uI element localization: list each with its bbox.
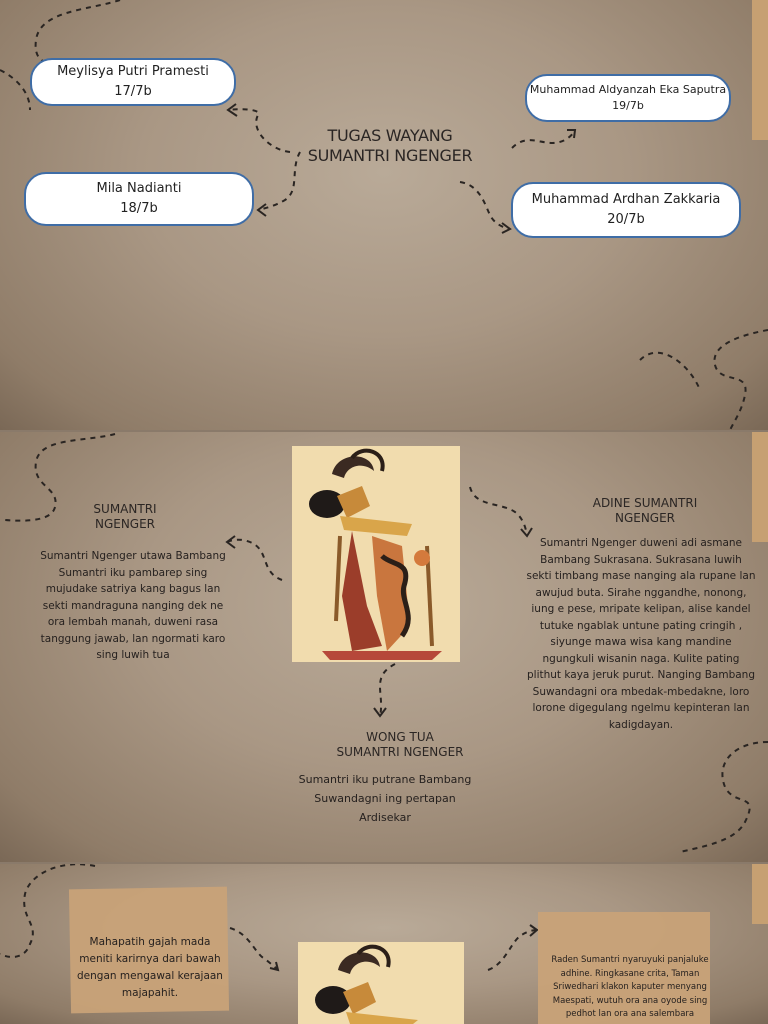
section-heading (320, 730, 480, 760)
title-line-2: SUMANTRI NGENGER (307, 146, 473, 165)
slide-group-members (0, 0, 768, 430)
member-card (511, 182, 741, 238)
member-name: Muhammad Ardhan Zakkaria (531, 192, 721, 207)
heading-line-2: NGENGER (614, 511, 676, 525)
note-text: Raden Sumantri nyaruyuki panjaluke adhine. Ringkasane crita, Taman Sriwedhari klakon kaputer menyang Maespati, wutuh ora ana oyode sing pedhot lan ora ana salembara (551, 955, 709, 1019)
member-card (525, 74, 731, 122)
wayang-puppet-image (292, 446, 460, 662)
member-name: Muhammad Aldyanzah Eka Saputra (529, 83, 727, 96)
decorative-strip (752, 432, 768, 542)
member-id: 19/7b (612, 99, 644, 112)
member-id: 17/7b (114, 84, 152, 99)
section-heading (565, 496, 725, 526)
heading-line-2: SUMANTRI NGENGER (336, 745, 464, 759)
decorative-strip (752, 864, 768, 924)
note-text: Mahapatih gajah mada meniti karirnya dari bawah dengan mengawal kerajaan majapahit. (77, 936, 223, 999)
page-title (300, 126, 480, 166)
section-paragraph: Sumantri iku putrane Bambang Suwandagni ing pertapan Ardisekar (298, 773, 472, 824)
section-heading (70, 502, 180, 532)
slide-story (0, 864, 768, 1024)
slide-sumantri-ngenger (0, 432, 768, 862)
member-name: Mila Nadianti (96, 181, 182, 196)
wayang-puppet-image (298, 942, 464, 1024)
member-card (24, 172, 254, 226)
heading-line-1: WONG TUA (366, 730, 434, 744)
member-id: 18/7b (120, 201, 158, 216)
member-card (30, 58, 236, 106)
heading-line-2: NGENGER (94, 517, 156, 531)
section-paragraph: Sumantri Ngenger duweni adi asmane Bambang Sukrasana. Sukrasana luwih sekti timbang mase nanging ala rupane lan awujud buta. Sirahe nggandhe, nonong, iung e pese, mripate kelipan, alise kandel tutuke ngablak untune pating cringih , siyunge mawa wisa kang mandine ngungkuli wisanin naga. Kulite pating plithut kaya jeruk purut. Nanging Bambang Suwandagni ora mbedak-mbedakne, loro lorone digegulang ngelmu kepinteran lan kadigdayan. (526, 537, 756, 731)
member-name: Meylisya Putri Pramesti (57, 64, 209, 79)
decorative-strip (752, 0, 768, 140)
section-paragraph: Sumantri Ngenger utawa Bambang Sumantri iku pambarep sing mujudake satriya kang bagus lan sekti mandraguna nanging dek ne ora lembah manah, duweni rasa tanggung jawab, lan ngormati karo sing luwih tua (40, 550, 226, 661)
member-id: 20/7b (607, 212, 645, 227)
heading-line-1: SUMANTRI (93, 502, 157, 516)
title-line-1: TUGAS WAYANG (327, 126, 453, 145)
heading-line-1: ADINE SUMANTRI (592, 496, 698, 510)
